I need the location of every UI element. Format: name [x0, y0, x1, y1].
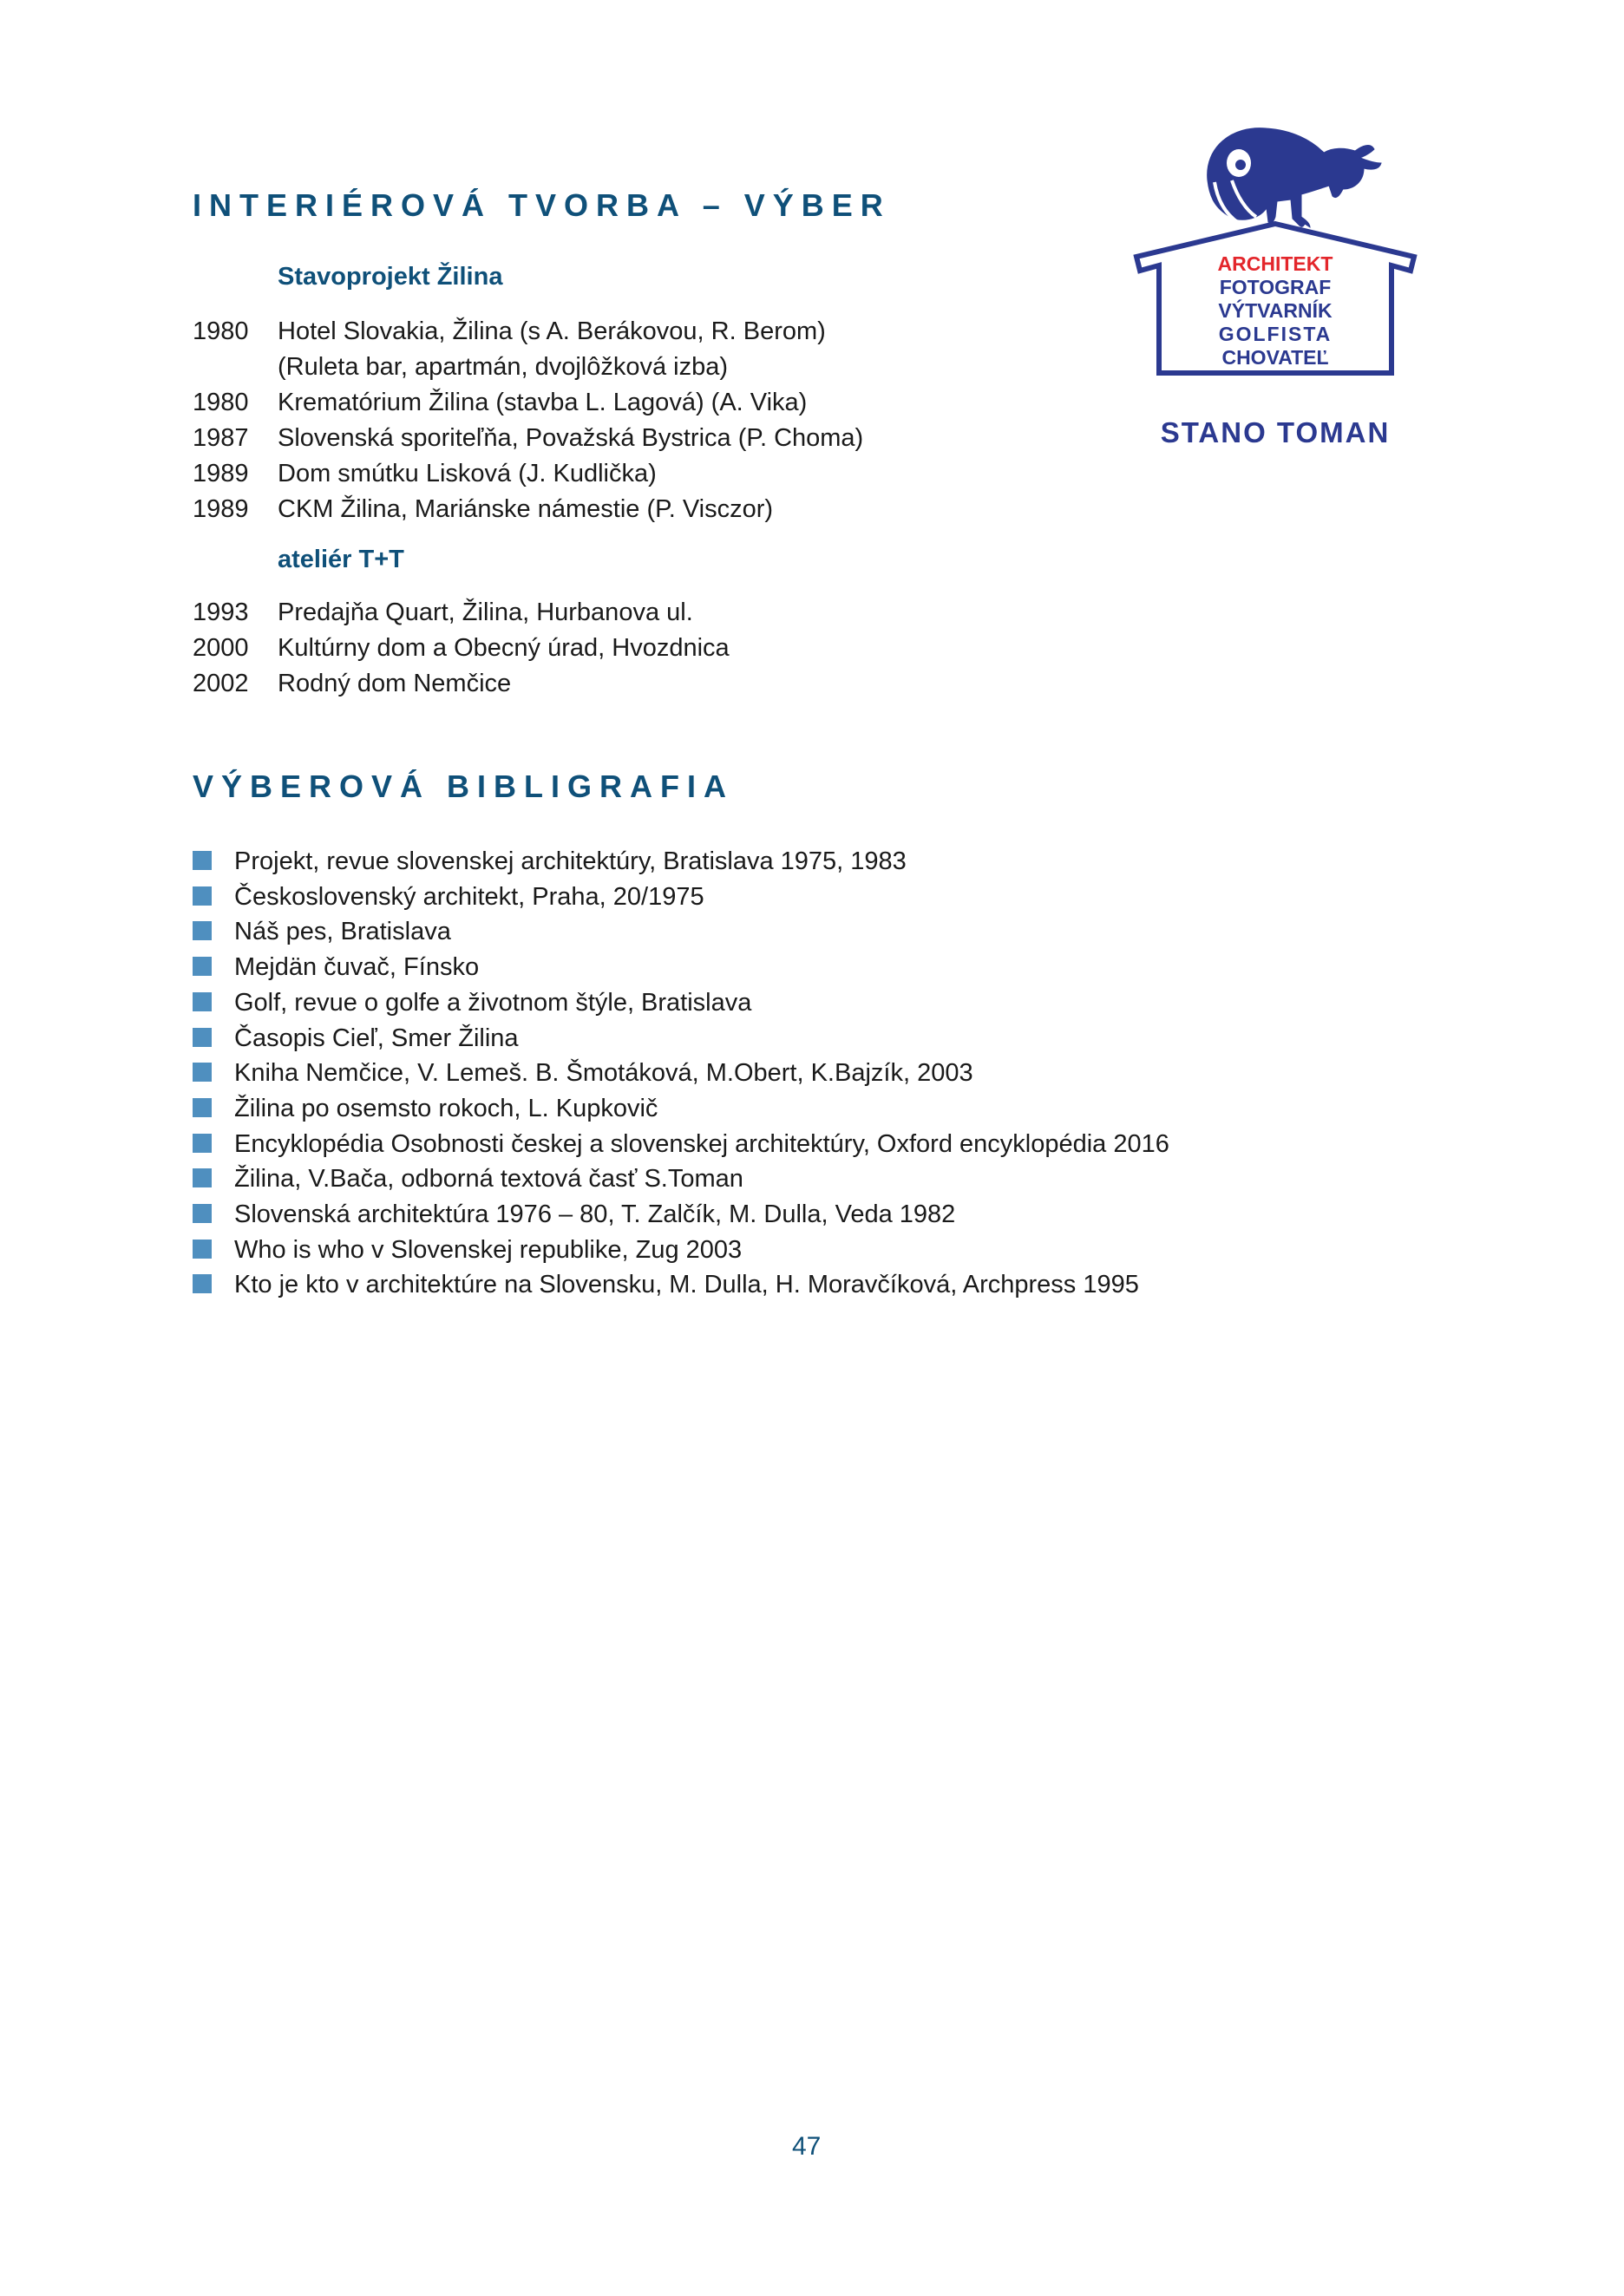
bullet-square-icon — [193, 1168, 212, 1187]
logo-name: STANO TOMAN — [1160, 416, 1391, 448]
logo-role: CHOVATEĽ — [1221, 346, 1329, 369]
group-title-atelier: ateliér T+T — [278, 546, 404, 573]
group-title-stavoprojekt: Stavoprojekt Žilina — [278, 263, 503, 291]
bird-icon — [1208, 128, 1381, 227]
bibliography-section-title: VÝBEROVÁ BIBLIGRAFIA — [193, 769, 735, 804]
row-year: 2000 — [193, 634, 249, 662]
row-year: 2002 — [193, 670, 249, 697]
bibliography-item-text: Golf, revue o golfe a životnom štýle, Bratislava — [234, 988, 752, 1017]
row-text: Predajňa Quart, Žilina, Hurbanova ul. — [278, 599, 693, 626]
stano-toman-logo — [1128, 113, 1423, 460]
bibliography-item-text: Československý architekt, Praha, 20/1975 — [234, 882, 704, 911]
bibliography-item-text: Projekt, revue slovenskej architektúry, Bratislava 1975, 1983 — [234, 847, 907, 875]
logo-role: VÝTVARNÍK — [1218, 299, 1333, 322]
bullet-square-icon — [193, 1274, 212, 1293]
bibliography-item-text: Kniha Nemčice, V. Lemeš. B. Šmotáková, M.Obert, K.Bajzík, 2003 — [234, 1059, 973, 1088]
bibliography-item — [193, 1026, 519, 1051]
bullet-square-icon — [193, 1063, 212, 1082]
bibliography-item-text: Who is who v Slovenskej republike, Zug 2003 — [234, 1235, 743, 1264]
row-year: 1989 — [193, 495, 249, 523]
bibliography-item-text: Žilina po osemsto rokoch, L. Kupkovič — [234, 1094, 658, 1122]
bibliography-item-text: Časopis Cieľ, Smer Žilina — [234, 1024, 519, 1052]
interior-row — [193, 461, 657, 487]
bibliography-item — [193, 882, 704, 911]
bullet-square-icon — [193, 886, 212, 906]
bibliography-item — [193, 1235, 743, 1264]
row-year: 1989 — [193, 460, 249, 487]
interior-row — [193, 319, 826, 344]
row-text: Slovenská sporiteľňa, Považská Bystrica (P. Choma) — [278, 424, 864, 452]
bullet-square-icon — [193, 1134, 212, 1153]
bullet-square-icon — [193, 992, 212, 1011]
row-year: 1987 — [193, 424, 249, 452]
bibliography-item — [193, 1096, 658, 1122]
row-text: Krematórium Žilina (stavba L. Lagová) (A. Vika) — [278, 389, 808, 416]
bibliography-item — [193, 955, 479, 980]
bibliography-item — [193, 1129, 1169, 1158]
bullet-square-icon — [193, 921, 212, 940]
bibliography-item-text: Žilina, V.Bača, odborná textová časť S.Toman — [234, 1165, 743, 1194]
bullet-square-icon — [193, 1098, 212, 1117]
row-continuation: (Ruleta bar, apartmán, dvojlôžková izba) — [278, 353, 729, 381]
row-text: Hotel Slovakia, Žilina (s A. Berákovou, R. Berom) — [278, 317, 826, 345]
page-number: 47 — [792, 2132, 822, 2161]
row-text: Kultúrny dom a Obecný úrad, Hvozdnica — [278, 634, 730, 662]
row-text: Dom smútku Lisková (J. Kudlička) — [278, 460, 657, 487]
bibliography-item-text: Encyklopédia Osobnosti českej a slovenskej architektúry, Oxford encyklopédia 2016 — [234, 1129, 1169, 1158]
bullet-square-icon — [193, 1204, 212, 1223]
logo-role: ARCHITEKT — [1217, 252, 1333, 275]
bibliography-item-text: Kto je kto v architektúre na Slovensku, M. Dulla, H. Moravčíková, Archpress 1995 — [234, 1271, 1139, 1299]
row-year: 1980 — [193, 389, 249, 416]
row-text: Rodný dom Nemčice — [278, 670, 512, 697]
bibliography-item — [193, 849, 907, 874]
bullet-square-icon — [193, 1240, 212, 1259]
interior-row — [193, 426, 863, 451]
interior-row — [193, 497, 773, 522]
bibliography-item — [193, 1272, 1139, 1298]
bibliography-item-text: Slovenská architektúra 1976 – 80, T. Zalčík, M. Dulla, Veda 1982 — [234, 1200, 956, 1228]
bullet-square-icon — [193, 851, 212, 870]
interior-row — [193, 390, 807, 415]
bibliography-item-text: Náš pes, Bratislava — [234, 918, 451, 946]
bullet-square-icon — [193, 1028, 212, 1047]
interior-section-title: INTERIÉROVÁ TVORBA – VÝBER — [193, 187, 891, 223]
logo-role: FOTOGRAF — [1219, 276, 1332, 298]
bibliography-item — [193, 919, 451, 945]
row-text: CKM Žilina, Mariánske námestie (P. Visczor) — [278, 495, 774, 523]
bullet-square-icon — [193, 957, 212, 976]
bibliography-item — [193, 1061, 973, 1086]
interior-row — [193, 600, 693, 625]
bibliography-item — [193, 1167, 743, 1192]
row-year: 1993 — [193, 599, 249, 626]
interior-row — [193, 636, 730, 661]
logo-role: GOLFISTA — [1218, 323, 1333, 345]
row-year: 1980 — [193, 317, 249, 345]
bibliography-item-text: Mejdän čuvač, Fínsko — [234, 953, 480, 982]
interior-row — [193, 671, 511, 697]
bibliography-item — [193, 988, 752, 1017]
bibliography-item — [193, 1202, 955, 1227]
